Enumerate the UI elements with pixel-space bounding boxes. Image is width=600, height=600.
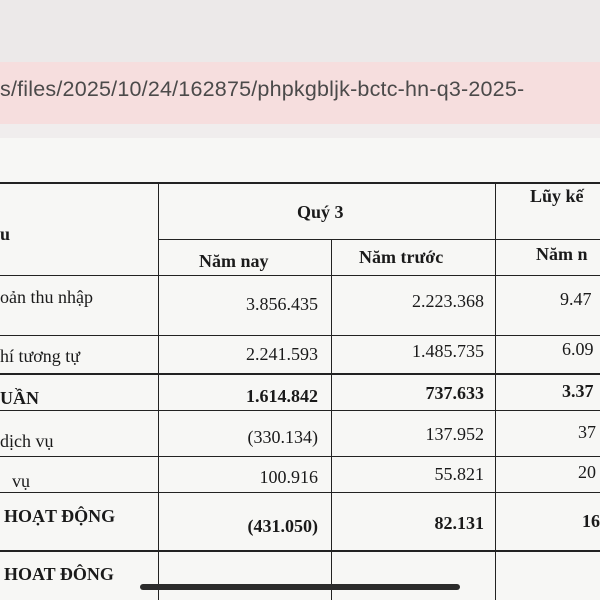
cell-this-year: 3.856.435 xyxy=(246,294,318,314)
header-bottom-border xyxy=(0,275,600,276)
cell-cumulative: 37 xyxy=(578,422,596,442)
page-gap xyxy=(0,124,600,138)
col-divider xyxy=(158,182,159,600)
cell-this-year: 2.241.593 xyxy=(246,344,318,364)
col-divider xyxy=(331,239,332,600)
address-bar[interactable] xyxy=(0,62,600,125)
status-bar xyxy=(0,0,600,62)
header-cumulative: Lũy kế xyxy=(530,186,584,206)
cell-cumulative: 16 xyxy=(582,511,600,531)
col-divider xyxy=(495,182,496,600)
header-quarter: Quý 3 xyxy=(297,202,344,222)
row-label: dịch vụ xyxy=(0,431,54,451)
cell-cumulative: 6.09 xyxy=(562,339,594,359)
cell-cumulative: 3.37 xyxy=(562,381,594,401)
row-label: hí tương tự xyxy=(0,346,81,366)
cell-last-year: 137.952 xyxy=(425,424,484,444)
cell-this-year: 1.614.842 xyxy=(246,386,318,406)
row-label: oản thu nhập xyxy=(0,287,93,307)
cell-cumulative: 20 xyxy=(578,462,596,482)
document-page xyxy=(0,138,600,600)
cell-last-year: 82.131 xyxy=(434,513,484,533)
cell-this-year: 100.916 xyxy=(259,467,318,487)
home-indicator[interactable] xyxy=(140,584,460,590)
cell-cumulative: 9.47 xyxy=(560,289,592,309)
header-cum-this-year: Năm n xyxy=(536,244,588,264)
cell-this-year: (330.134) xyxy=(247,427,318,447)
cell-last-year: 1.485.735 xyxy=(412,341,484,361)
header-this-year: Năm nay xyxy=(199,251,269,271)
cell-last-year: 55.821 xyxy=(434,464,484,484)
row-divider xyxy=(0,410,600,411)
cell-last-year: 2.223.368 xyxy=(412,291,484,311)
table-top-border xyxy=(0,182,600,184)
header-first-col: u xyxy=(0,224,11,244)
row-divider xyxy=(0,492,600,493)
cell-this-year: (431.050) xyxy=(247,516,318,536)
row-label: HOẠT ĐỘNG xyxy=(4,506,116,526)
url-text[interactable]: s/files/2025/10/24/162875/phpkgbljk-bctc-hn-q3-2025- xyxy=(0,77,525,101)
row-divider xyxy=(0,550,600,552)
header-divider xyxy=(158,239,600,240)
header-last-year: Năm trước xyxy=(359,247,444,267)
row-divider xyxy=(0,373,600,375)
row-divider xyxy=(0,456,600,457)
row-label: HOAT ĐÔNG xyxy=(4,564,114,584)
row-label: vụ xyxy=(12,471,30,491)
row-label: UẦN xyxy=(0,388,39,408)
cell-last-year: 737.633 xyxy=(425,383,484,403)
row-divider xyxy=(0,335,600,336)
